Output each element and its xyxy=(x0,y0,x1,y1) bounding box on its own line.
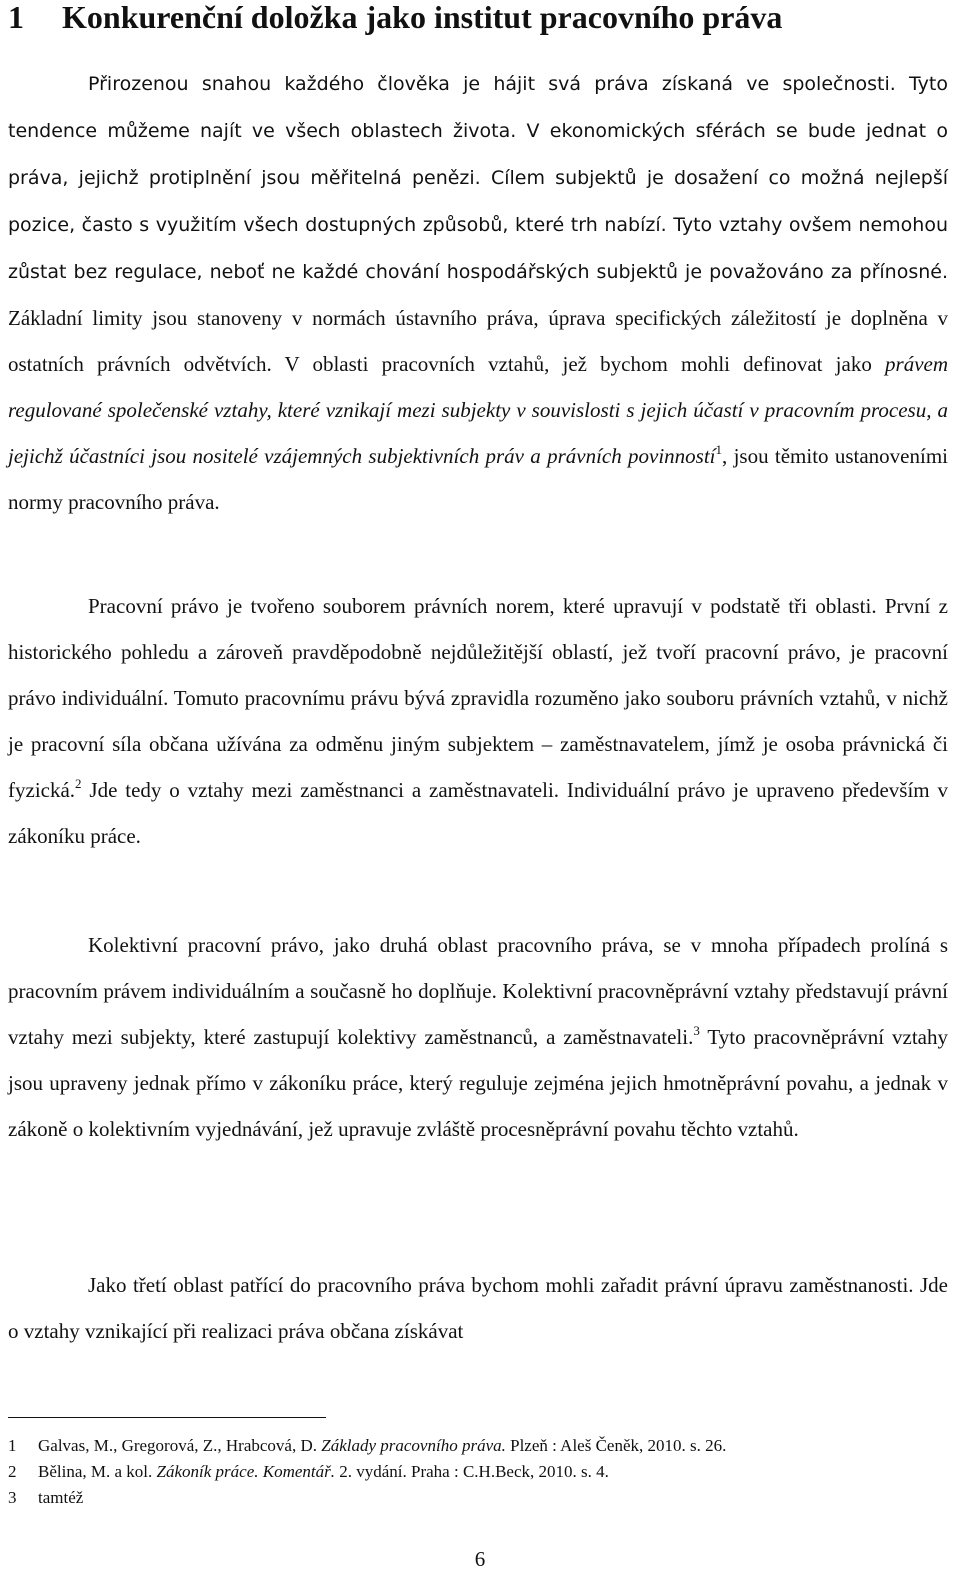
footnote-3 xyxy=(8,1485,948,1511)
paragraph-4-text: Jako třetí oblast patřící do pracovního práva bychom mohli zařadit právní úpravu zaměstnanosti. Jde o vztahy vznikající při realizaci práva občana získávat xyxy=(8,1273,948,1343)
chapter-title: Konkurenční doložka jako institut pracovního práva xyxy=(62,0,783,35)
paragraph-1-text-end: , jsou těmito ustanoveními normy pracovního práva. xyxy=(8,444,948,514)
footnote-title: Základy pracovního práva. xyxy=(321,1436,506,1455)
footnote-2 xyxy=(8,1459,948,1485)
paragraph-3-text-end: Tyto pracovněprávní vztahy jsou upraveny jednak přímo v zákoníku práce, který reguluje zejména jejich hmotněprávní povahu, a jednak v zákoně o kolektivním vyjednávání, jež upravuje zvláště procesněprávní povahu těchto vztahů. xyxy=(8,1025,948,1141)
footnote-ref-2: 2 xyxy=(75,776,82,791)
page-number: 6 xyxy=(474,1547,486,1571)
footnote-number: 3 xyxy=(8,1488,17,1507)
footnotes xyxy=(8,1433,948,1511)
footnote-publisher: Plzeň : Aleš Čeněk, 2010. s. 26. xyxy=(505,1436,727,1455)
footnote-authors: Bělina, M. a kol. xyxy=(38,1462,157,1481)
chapter-heading xyxy=(8,0,782,34)
paragraph-3 xyxy=(8,922,948,1152)
paragraph-1 xyxy=(8,60,948,525)
footnote-1 xyxy=(8,1433,948,1459)
footnote-number: 2 xyxy=(8,1462,17,1481)
footnote-publisher: 2. vydání. Praha : C.H.Beck, 2010. s. 4. xyxy=(335,1462,609,1481)
footnote-authors: Galvas, M., Gregorová, Z., Hrabcová, D. xyxy=(38,1436,322,1455)
paragraph-1-definition: právem regulované společenské vztahy, které vznikají mezi subjekty v souvislosti s jejich účastí v pracovním procesu, a jejichž účastníci jsou nositelé vzájemných subjektivních práv a právních povinností xyxy=(8,352,948,468)
paragraph-2 xyxy=(8,583,948,859)
paragraph-3-text: Kolektivní pracovní právo, jako druhá oblast pracovního práva, se v mnoha případech prolíná s pracovním právem individuálním a současně ho doplňuje. Kolektivní pracovněprávní vztahy představují právní vztahy mezi subjekty, které zastupují kolektivy zaměstnanců, a zaměstnavateli. xyxy=(8,933,948,1049)
paragraph-4 xyxy=(8,1262,948,1354)
paragraph-1-sans-text: Přirozenou snahou každého člověka je hájit svá práva získaná ve společnosti. Tyto tendence můžeme najít ve všech oblastech života. V ekonomických sférách se bude jednat o práva, jejichž protiplnění jsou měřitelná penězi. Cílem subjektů je dosažení co možná nejlepší pozice, často s využitím všech dostupných způsobů, které trh nabízí. Tyto vztahy ovšem nemohou zůstat bez regulace, neboť ne každé chování hospodářských subjektů je považováno za přínosné. xyxy=(8,73,948,283)
footnote-text: tamtéž xyxy=(38,1488,84,1507)
footnote-number: 1 xyxy=(8,1436,17,1455)
paragraph-1-text: Základní limity jsou stanoveny v normách ústavního práva, úprava specifických záležitostí je doplněna v ostatních právních odvětvích. V oblasti pracovních vztahů, jež bychom mohli definovat jako xyxy=(8,306,948,376)
footnote-ref-1: 1 xyxy=(715,442,723,457)
paragraph-2-text: Pracovní právo je tvořeno souborem právních norem, které upravují v podstatě tři oblasti. První z historického pohledu a zároveň pravděpodobně nejdůležitější oblastí, jež tvoří pracovní právo, je pracovní právo individuální. Tomuto pracovnímu právu bývá zpravidla rozuměno jako souboru právních vztahů, v nichž je pracovní síla občana užívána za odměnu jiným subjektem – zaměstnavatelem, jímž je osoba právnická či fyzická. xyxy=(8,594,948,802)
paragraph-2-text-end: Jde tedy o vztahy mezi zaměstnanci a zaměstnavateli. Individuální právo je upraveno především v zákoníku práce. xyxy=(8,778,948,848)
footnote-title: Zákoník práce. Komentář. xyxy=(156,1462,335,1481)
footnote-ref-3: 3 xyxy=(693,1023,700,1038)
chapter-number: 1 xyxy=(8,0,24,35)
footnote-separator xyxy=(8,1417,326,1418)
